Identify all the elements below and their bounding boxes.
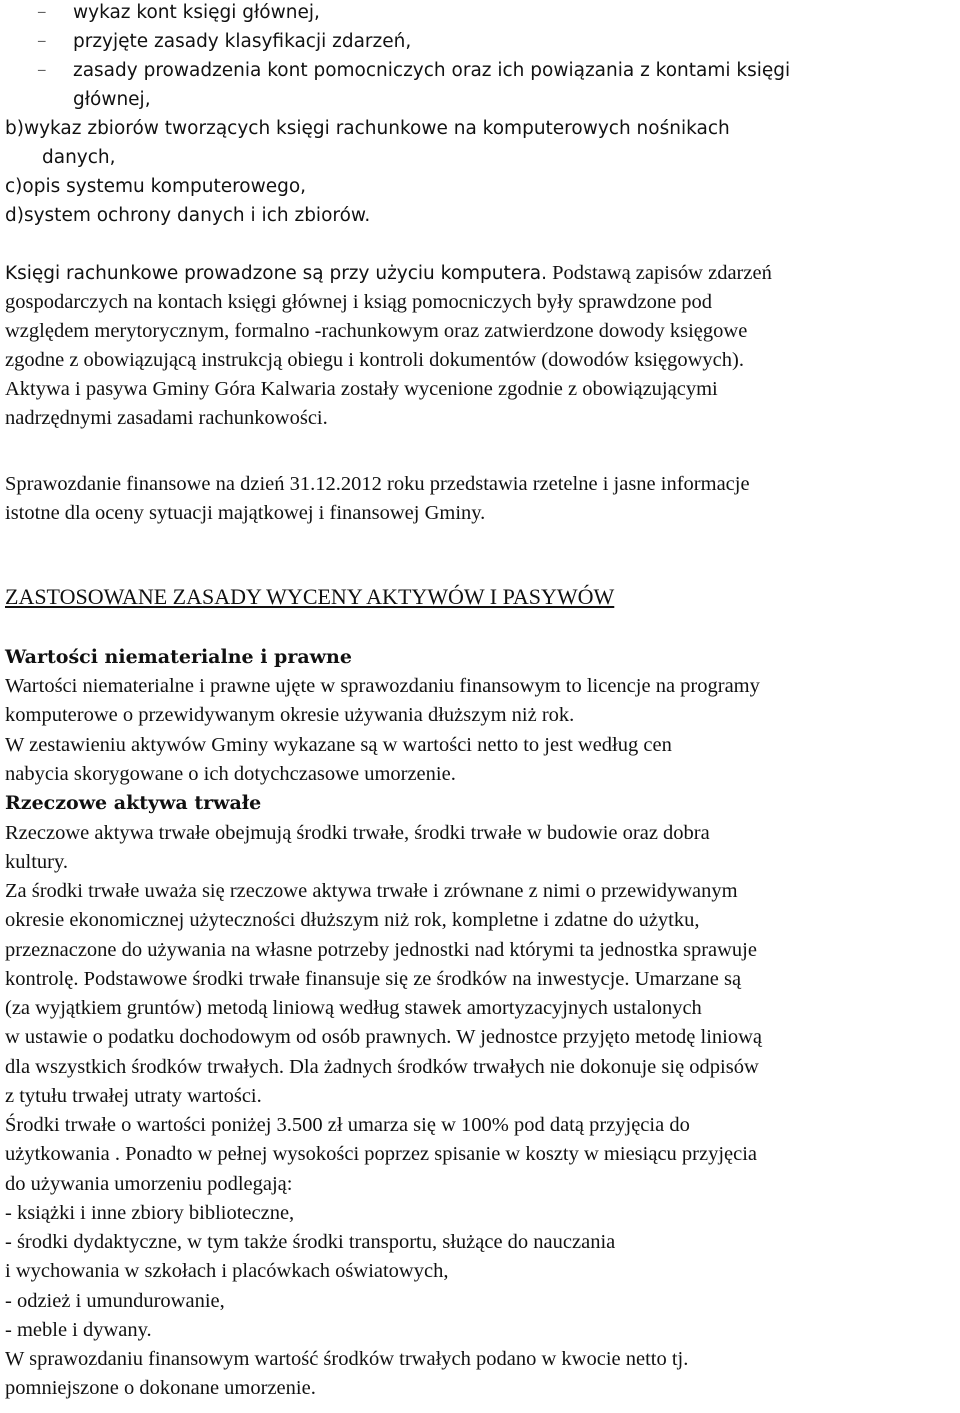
list-item: - meble i dywany. <box>5 1319 152 1341</box>
paragraph-line: w ustawie o podatku dochodowym od osób prawnych. W jednostce przyjęto metodę liniową <box>5 1026 763 1048</box>
paragraph-text: Księgi rachunkowe prowadzone są przy użyciu komputera. <box>5 263 547 284</box>
paragraph-line: użytkowania . Ponadto w pełnej wysokości poprzez spisanie w koszty w miesiącu przyjęcia <box>5 1143 758 1165</box>
list-item-b: b)wykaz zbiorów tworzących księgi rachunkowe na komputerowych nośnikach <box>5 118 730 139</box>
list-item: - książki i inne zbiory biblioteczne, <box>5 1202 295 1224</box>
list-item-continuation: głównej, <box>73 89 151 110</box>
paragraph-line: dla wszystkich środków trwałych. Dla żadnych środków trwałych nie dokonuje się odpisów <box>5 1056 759 1078</box>
paragraph-line: z tytułu trwałej utraty wartości. <box>5 1085 262 1107</box>
paragraph-line: gospodarczych na kontach księgi głównej i ksiąg pomocniczych były sprawdzone pod <box>5 291 713 313</box>
paragraph-line: Za środki trwałe uważa się rzeczowe aktywa trwałe i zrównane z nimi o przewidywanym <box>5 880 738 902</box>
bullet-dash: – <box>38 4 46 20</box>
paragraph-line: nabycia skorygowane o ich dotychczasowe umorzenie. <box>5 763 456 785</box>
paragraph-line: istotne dla oceny sytuacji majątkowej i finansowej Gminy. <box>5 502 486 524</box>
paragraph-line: kontrolę. Podstawowe środki trwałe finansuje się ze środków na inwestycje. Umarzane są <box>5 968 742 990</box>
list-item-continuation: i wychowania w szkołach i placówkach oświatowych, <box>5 1260 449 1282</box>
paragraph-line: Wartości niematerialne i prawne ujęte w sprawozdaniu finansowym to licencje na programy <box>5 675 760 697</box>
list-item: zasady prowadzenia kont pomocniczych oraz ich powiązania z kontami księgi <box>73 60 791 81</box>
paragraph-line <box>5 259 772 288</box>
subsection-heading: Rzeczowe aktywa trwałe <box>5 792 262 814</box>
paragraph-line: nadrzędnymi zasadami rachunkowości. <box>5 407 328 429</box>
paragraph-line: zgodne z obowiązującą instrukcją obiegu i kontroli dokumentów (dowodów księgowych). <box>5 349 744 371</box>
paragraph-line: względem merytorycznym, formalno -rachunkowym oraz zatwierdzone dowody księgowe <box>5 320 748 342</box>
bullet-dash: – <box>38 33 46 49</box>
paragraph-line: komputerowe o przewidywanym okresie używania dłuższym niż rok. <box>5 704 575 726</box>
subsection-heading: Wartości niematerialne i prawne <box>5 646 352 668</box>
paragraph-line: okresie ekonomicznej użyteczności dłuższym niż rok, kompletne i zdatne do użytku, <box>5 909 700 931</box>
list-item-d: d)system ochrony danych i ich zbiorów. <box>5 205 371 226</box>
section-heading: ZASTOSOWANE ZASADY WYCENY AKTYWÓW I PASYWÓW <box>5 584 615 609</box>
paragraph-line: kultury. <box>5 851 69 873</box>
list-item: - odzież i umundurowanie, <box>5 1290 225 1312</box>
paragraph-line: Aktywa i pasywa Gminy Góra Kalwaria zostały wycenione zgodnie z obowiązującymi <box>5 378 718 400</box>
paragraph-line: Środki trwałe o wartości poniżej 3.500 zł umarza się w 100% pod datą przyjęcia do <box>5 1114 690 1136</box>
paragraph-line: W zestawieniu aktywów Gminy wykazane są w wartości netto to jest według cen <box>5 734 672 756</box>
paragraph-line: pomniejszone o dokonane umorzenie. <box>5 1377 316 1399</box>
paragraph-line: Sprawozdanie finansowe na dzień 31.12.2012 roku przedstawia rzetelne i jasne informacje <box>5 473 750 495</box>
paragraph-line: W sprawozdaniu finansowym wartość środków trwałych podano w kwocie netto tj. <box>5 1348 689 1370</box>
paragraph-line: Rzeczowe aktywa trwałe obejmują środki trwałe, środki trwałe w budowie oraz dobra <box>5 822 710 844</box>
paragraph-text: Podstawą zapisów zdarzeń <box>546 262 772 284</box>
list-item-c: c)opis systemu komputerowego, <box>5 176 307 197</box>
paragraph-line: do używania umorzeniu podlegają: <box>5 1173 293 1195</box>
list-item: wykaz kont księgi głównej, <box>73 2 320 23</box>
bullet-dash: – <box>38 62 46 78</box>
list-item: - środki dydaktyczne, w tym także środki transportu, służące do nauczania <box>5 1231 616 1253</box>
list-item-continuation: danych, <box>42 147 116 168</box>
list-item: przyjęte zasady klasyfikacji zdarzeń, <box>73 31 412 52</box>
paragraph-line: przeznaczone do używania na własne potrzeby jednostki nad którymi ta jednostka sprawuje <box>5 939 757 961</box>
paragraph-line: (za wyjątkiem gruntów) metodą liniową według stawek amortyzacyjnych ustalonych <box>5 997 702 1019</box>
